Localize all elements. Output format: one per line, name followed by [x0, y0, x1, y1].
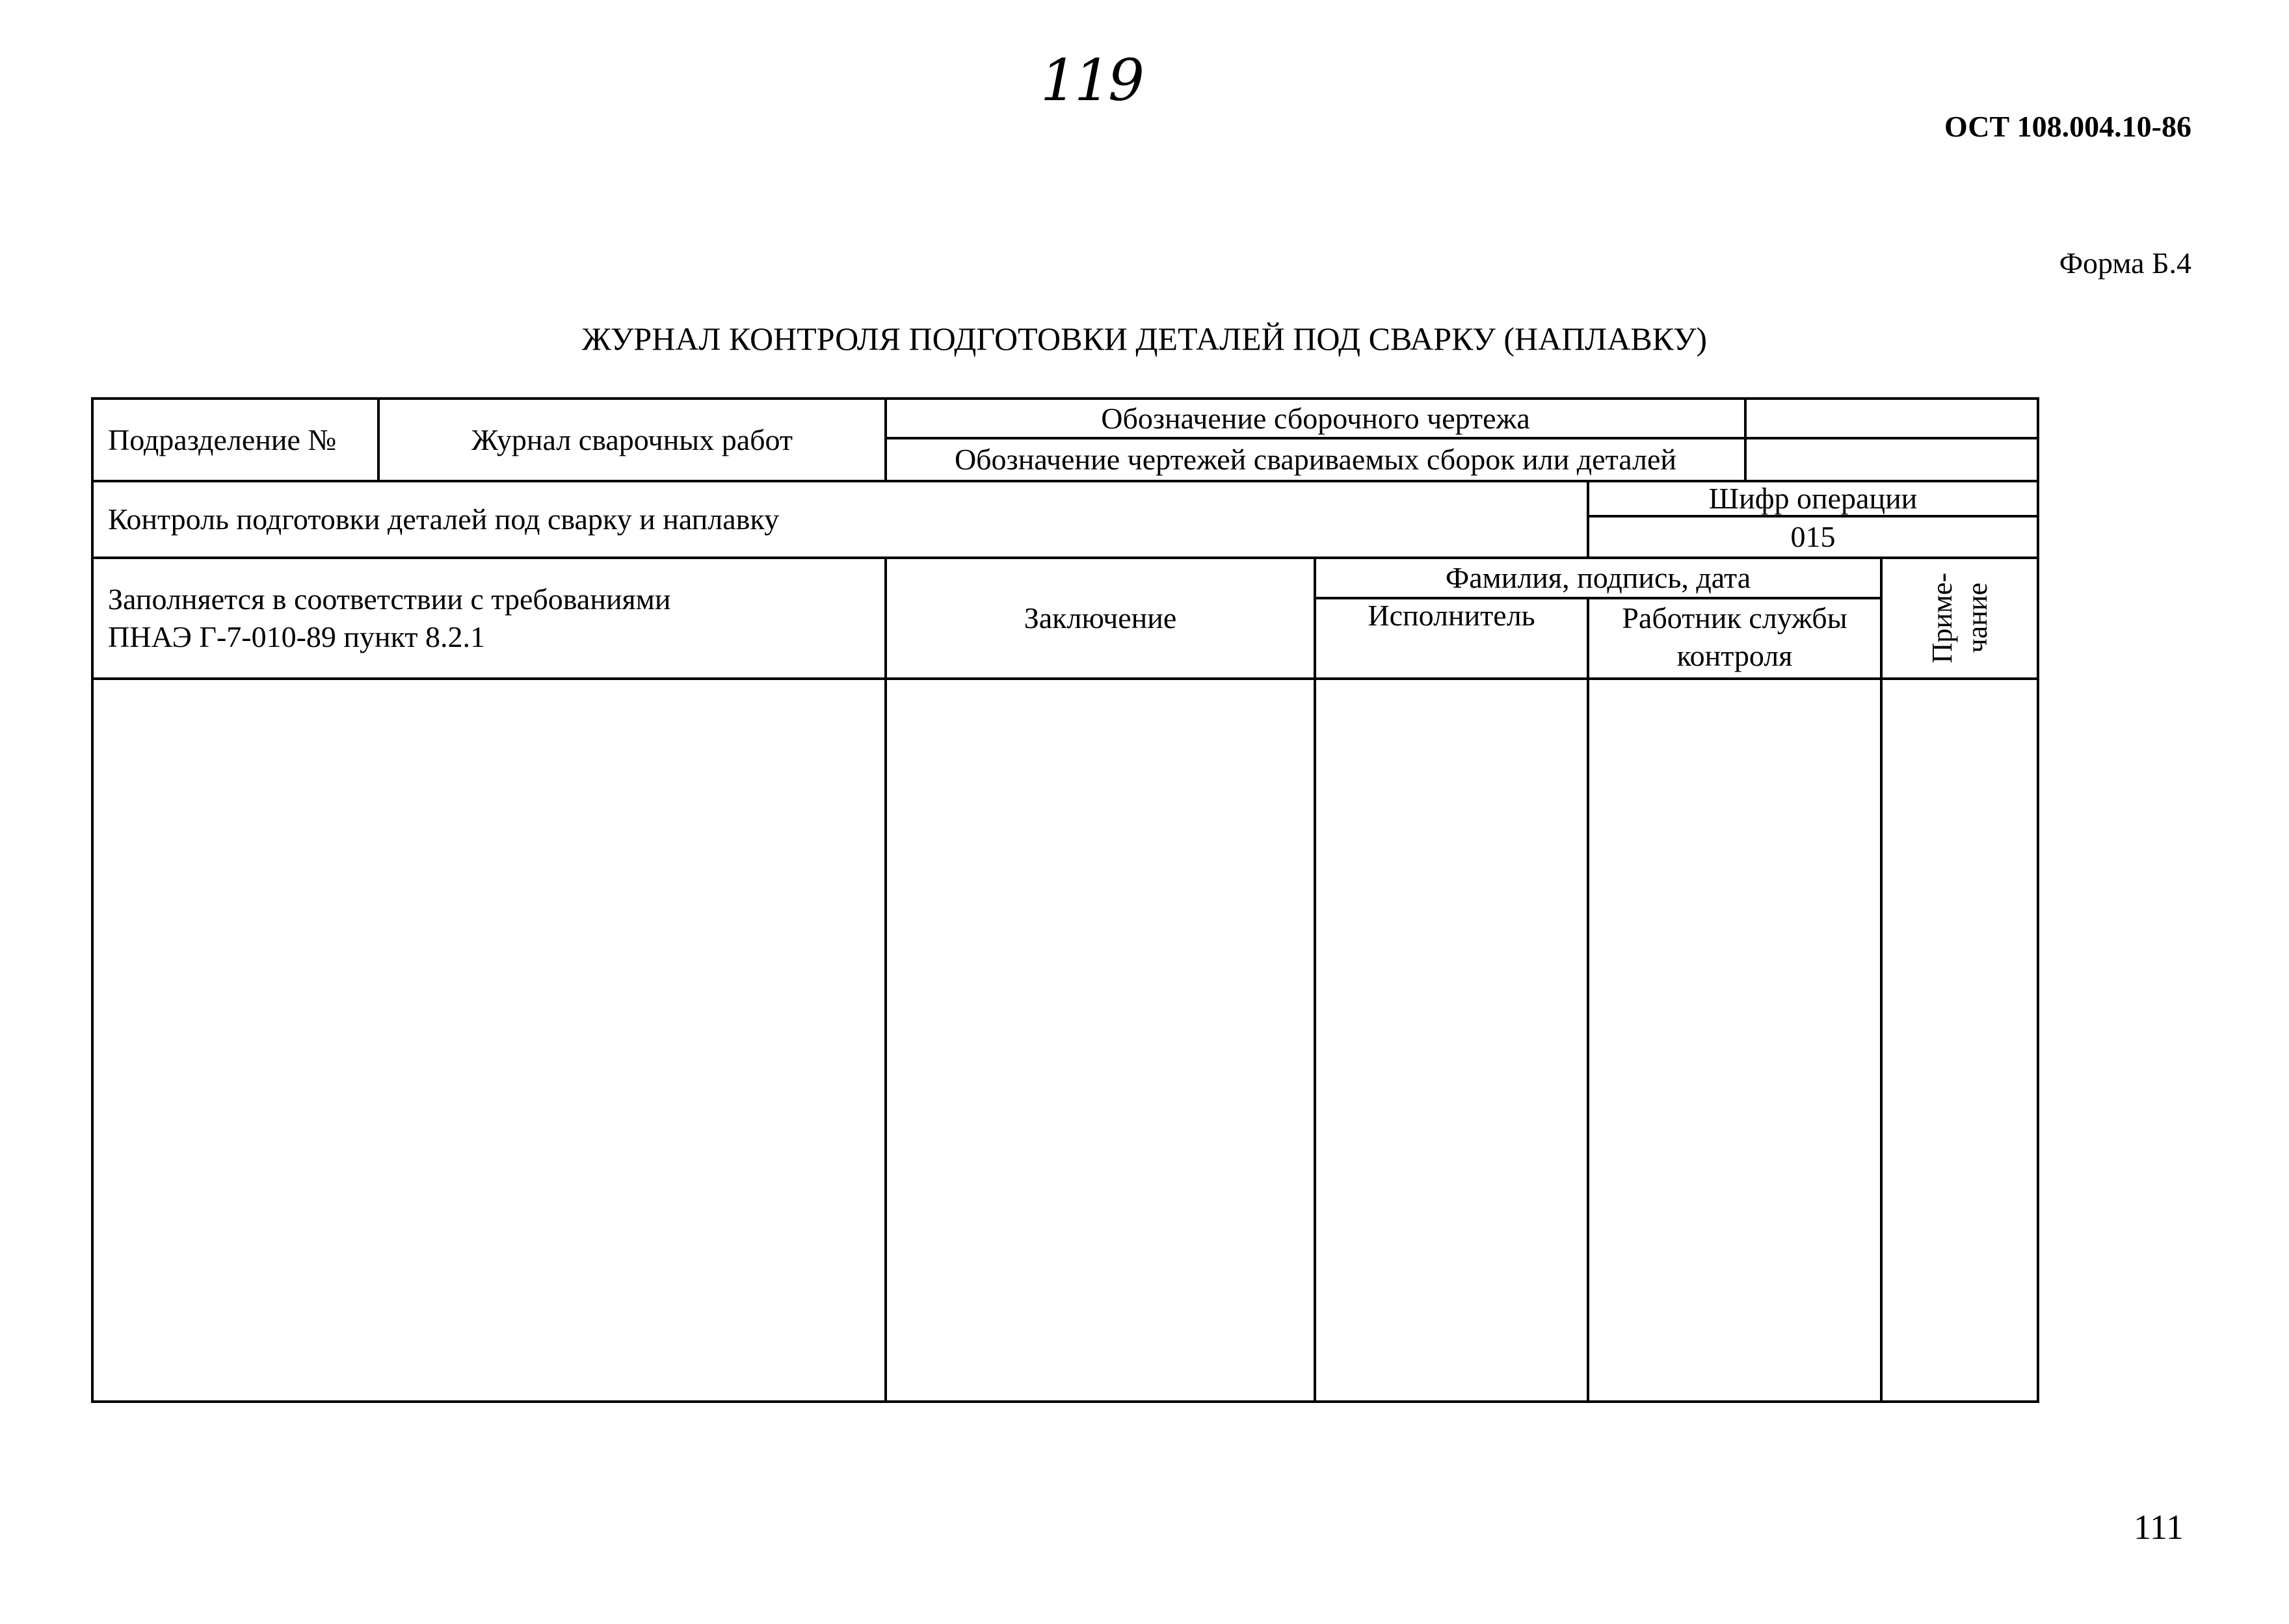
handwritten-page-number: 119 — [1040, 47, 1142, 114]
subdivision-label: Подразделение № — [108, 423, 337, 456]
inspector-header-line1: Работник службы — [1622, 601, 1847, 635]
note-header-line1: Приме- — [1925, 573, 1958, 664]
operation-code-label: Шифр операции — [1708, 482, 1918, 515]
body-cell-note[interactable] — [1883, 680, 2037, 1400]
fill-note — [108, 559, 882, 677]
body-cell-conclusion[interactable] — [887, 680, 1314, 1400]
parts-drawings-value[interactable] — [1747, 439, 2037, 480]
executor-header: Исполнитель — [1368, 599, 1535, 632]
signature-group-header: Фамилия, подпись, дата — [1445, 561, 1751, 594]
document-title: ЖУРНАЛ КОНТРОЛЯ ПОДГОТОВКИ ДЕТАЛЕЙ ПОД СВАРКУ (НАПЛАВКУ) — [581, 321, 1708, 357]
form-label: Форма Б.4 — [2059, 246, 2191, 280]
parts-drawings-label: Обозначение чертежей свариваемых сборок или деталей — [954, 443, 1677, 476]
fill-note-line2: ПНАЭ Г-7-010-89 пункт 8.2.1 — [108, 620, 486, 653]
note-header-text — [1925, 573, 1995, 663]
assembly-drawing-label: Обозначение сборочного чертежа — [1101, 401, 1530, 435]
assembly-drawing-value[interactable] — [1747, 400, 2037, 437]
fill-note-line1: Заполняется в соответствии с требованиями — [108, 583, 671, 616]
standard-code: ОСТ 108.004.10-86 — [1944, 110, 2191, 143]
body-cell-requirements[interactable] — [94, 680, 884, 1400]
body-cell-executor[interactable] — [1316, 680, 1587, 1400]
inspector-header-line2: контроля — [1676, 639, 1793, 672]
journal-label: Журнал сварочных работ — [471, 423, 793, 456]
body-cell-inspector[interactable] — [1589, 680, 1880, 1400]
control-label: Контроль подготовки деталей под сварку и наплавку — [108, 503, 780, 536]
operation-code-value: 015 — [1790, 520, 1836, 553]
conclusion-header: Заключение — [1024, 601, 1177, 635]
page-number: 111 — [2134, 1508, 2184, 1547]
inspector-header — [1589, 599, 1880, 675]
note-header — [1883, 559, 2037, 677]
note-header-line2: чание — [1961, 583, 1993, 654]
table-border-bottom — [91, 1400, 2039, 1403]
table-border-right — [2037, 397, 2039, 1403]
